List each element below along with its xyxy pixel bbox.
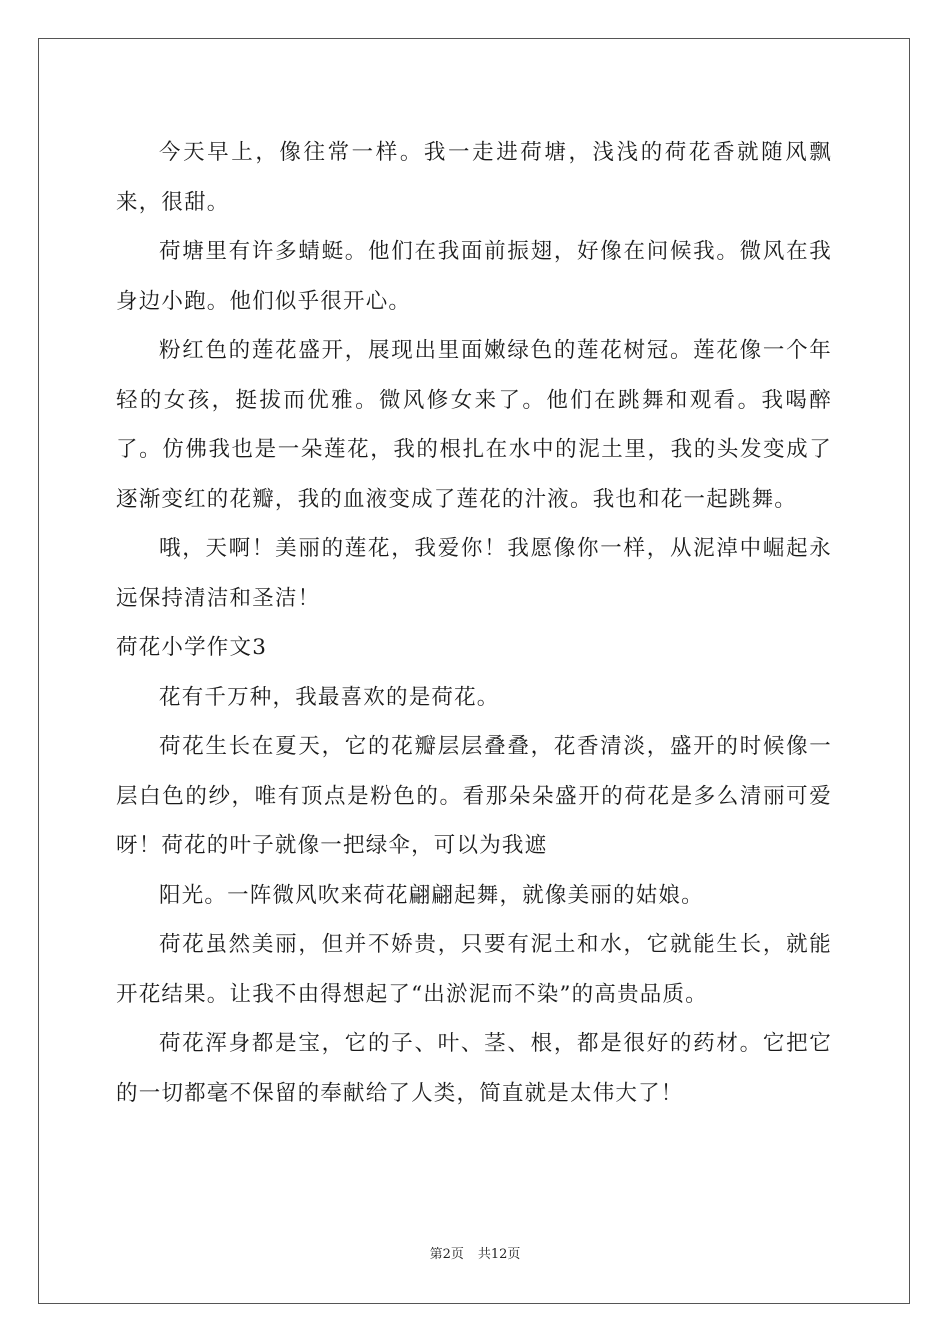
paragraph-4: 哦，天啊！美丽的莲花，我爱你！我愿像你一样，从泥淖中崛起永远保持清洁和圣洁！ — [116, 536, 832, 611]
paragraph-2: 荷塘里有许多蜻蜓。他们在我面前振翅，好像在问候我。微风在我身边小跑。他们似乎很开心。 — [116, 239, 832, 314]
page-number-current: 第2页 — [429, 1247, 464, 1262]
paragraph-8: 荷花虽然美丽，但并不娇贵，只要有泥土和水，它就能生长，就能开花结果。让我不由得想起了“出淤泥而不染”的高贵品质。 — [116, 932, 832, 1007]
paragraph-9: 荷花浑身都是宝，它的子、叶、茎、根，都是很好的药材。它把它的一切都毫不保留的奉献给了人类，简直就是太伟大了！ — [116, 1031, 832, 1106]
page-number-total: 共12页 — [477, 1247, 521, 1262]
paragraph-1: 今天早上，像往常一样。我一走进荷塘，浅浅的荷花香就随风飘来，很甜。 — [116, 140, 832, 215]
page-footer — [0, 1243, 950, 1262]
document-body — [116, 128, 832, 1118]
paragraph-6: 荷花生长在夏天，它的花瓣层层叠叠，花香清淡，盛开的时候像一层白色的纱，唯有顶点是粉色的。看那朵朵盛开的荷花是多么清丽可爱呀！荷花的叶子就像一把绿伞，可以为我遮 — [116, 734, 832, 858]
paragraph-7: 阳光。一阵微风吹来荷花翩翩起舞，就像美丽的姑娘。 — [159, 882, 704, 908]
paragraph-5: 花有千万种，我最喜欢的是荷花。 — [159, 684, 500, 710]
paragraph-3: 粉红色的莲花盛开，展现出里面嫩绿色的莲花树冠。莲花像一个年轻的女孩，挺拔而优雅。微风修女来了。他们在跳舞和观看。我喝醉了。仿佛我也是一朵莲花，我的根扎在水中的泥土里，我的头发变成了逐渐变红的花瓣，我的血液变成了莲花的汁液。我也和花一起跳舞。 — [116, 338, 832, 512]
section-heading: 荷花小学作文3 — [116, 635, 268, 660]
